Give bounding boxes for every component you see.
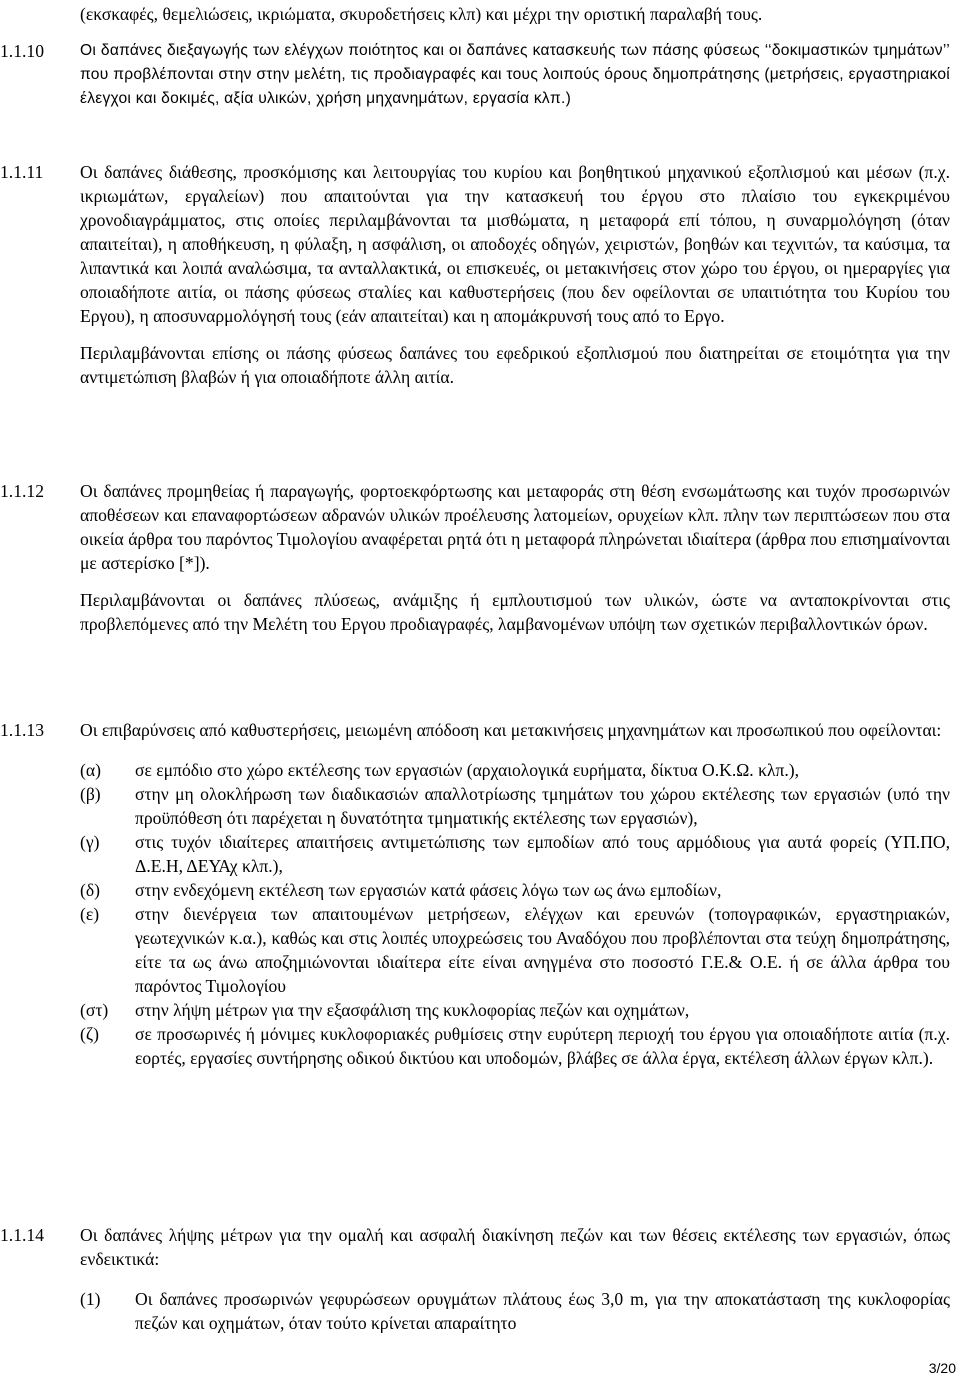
item-label: (στ) bbox=[80, 1000, 109, 1020]
section-number: 1.1.11 bbox=[0, 162, 44, 182]
section-1-1-14 bbox=[0, 1223, 950, 1335]
section-body bbox=[80, 39, 950, 111]
list-item bbox=[80, 758, 950, 782]
item-text: στην διενέργεια των απαιτουμένων μετρήσεων, ελέγχων και ερευνών (τοπογραφικών, εργαστηριακών, γεωτεχνικών κ.α.), καθώς και στις λοιπές υποχρεώσεις του Αναδόχου που προβλέπονται στα τεύχη δημοπράτησης, είτε τα ως άνω αποζημιώνονται ιδιαίτερα είτε είναι ανηγμένα στο ποσοστό Γ.Ε.& Ο.Ε. ή σε άλλα άρθρα του παρόντος Τιμολογίου bbox=[135, 904, 950, 996]
paragraph: Οι επιβαρύνσεις από καθυστερήσεις, μειωμένη απόδοση και μετακινήσεις μηχανημάτων και προσωπικού που οφείλονται: bbox=[80, 720, 942, 740]
list-item bbox=[80, 1022, 950, 1070]
list-item bbox=[80, 782, 950, 830]
item-list bbox=[80, 758, 950, 1070]
section-number: 1.1.12 bbox=[0, 481, 44, 501]
list-item bbox=[80, 998, 950, 1022]
item-label: (β) bbox=[80, 784, 101, 804]
paragraph: Οι δαπάνες λήψης μέτρων για την ομαλή και ασφαλή διακίνηση πεζών και των θέσεις εκτέλεσης των εργασιών, όπως ενδεικτικά: bbox=[80, 1225, 950, 1269]
list-item bbox=[80, 902, 950, 998]
item-text: στην λήψη μέτρων για την εξασφάλιση της κυκλοφορίας πεζών και οχημάτων, bbox=[135, 1000, 690, 1020]
section-number: 1.1.14 bbox=[0, 1225, 44, 1245]
section-body bbox=[80, 160, 950, 389]
section-1-1-13 bbox=[0, 718, 950, 1070]
item-text: στην ενδεχόμενη εκτέλεση των εργασιών κατά φάσεις λόγω των ως άνω εμποδίων, bbox=[135, 880, 722, 900]
list-item bbox=[80, 830, 950, 878]
item-label: (ε) bbox=[80, 904, 100, 924]
section-body bbox=[80, 479, 950, 636]
paragraph: Περιλαμβάνονται επίσης οι πάσης φύσεως δαπάνες του εφεδρικού εξοπλισμού που διατηρείται σε ετοιμότητα για την αντιμετώπιση βλαβών ή για οποιαδήποτε άλλη αιτία. bbox=[80, 343, 950, 387]
list-item bbox=[80, 1287, 950, 1335]
item-text: σε προσωρινές ή μόνιμες κυκλοφοριακές ρυθμίσεις στην ευρύτερη περιοχή του έργου για οποιαδήποτε αιτία (π.χ. εορτές, εργασίες συντήρησης οδικού δικτύου και υποδομών, βλάβες σε άλλα έργα, εκτέλεση άλλων έργων κλπ.). bbox=[135, 1024, 950, 1068]
section-body bbox=[80, 718, 950, 1070]
paragraph: Περιλαμβάνονται οι δαπάνες πλύσεως, ανάμιξης ή εμπλουτισμού των υλικών, ώστε να ανταποκρίνονται στις προβλεπόμενες από την Μελέτη του Εργου προδιαγραφές, λαμβανομένων υπόψη των σχετικών περιβαλλοντικών όρων. bbox=[80, 590, 950, 634]
section-number: 1.1.13 bbox=[0, 720, 44, 740]
section-1-1-11 bbox=[0, 160, 950, 389]
section-body bbox=[80, 1223, 950, 1335]
section-1-1-10 bbox=[0, 39, 950, 111]
section-number: 1.1.10 bbox=[0, 41, 44, 61]
item-label: (α) bbox=[80, 760, 101, 780]
continuation-text: (εκσκαφές, θεμελιώσεις, ικριώματα, σκυροδετήσεις κλπ) και μέχρι την οριστική παραλαβή τους. bbox=[80, 4, 763, 24]
item-text: Οι δαπάνες προσωρινών γεφυρώσεων ορυγμάτων πλάτους έως 3,0 m, για την αποκατάσταση της κυκλοφορίας πεζών και οχημάτων, όταν τούτο κρίνεται απαραίτητο bbox=[135, 1289, 950, 1333]
item-label: (ζ) bbox=[80, 1024, 100, 1044]
item-list bbox=[80, 1287, 950, 1335]
page-number: 3/20 bbox=[928, 1360, 956, 1376]
item-label: (1) bbox=[80, 1289, 101, 1309]
item-text: στην μη ολοκλήρωση των διαδικασιών απαλλοτρίωσης τμημάτων του χώρου εκτέλεσης των εργασιών (υπό την προϋπόθεση ότι παρέχεται η δυνατότητα τμηματικής εκτέλεσης των εργασιών), bbox=[135, 784, 950, 828]
paragraph: Οι δαπάνες διεξαγωγής των ελέγχων ποιότητος και οι δαπάνες κατασκευής των πάσης φύσεως ‘‘δοκιμαστικών τμημάτων’’ που προβλέπονται στην στην μελέτη, τις προδιαγραφές και τους λοιπούς όρους δημοπράτησης (μετρήσεις, εργαστηριακοί έλεγχοι και δοκιμές, αξία υλικών, χρήση μηχανημάτων, εργασία κλπ.) bbox=[80, 42, 950, 107]
section-1-1-12 bbox=[0, 479, 950, 636]
item-text: σε εμπόδιο στο χώρο εκτέλεσης των εργασιών (αρχαιολογικά ευρήματα, δίκτυα Ο.Κ.Ω. κλπ.), bbox=[135, 760, 800, 780]
item-label: (γ) bbox=[80, 832, 100, 852]
paragraph: Οι δαπάνες διάθεσης, προσκόμισης και λειτουργίας του κυρίου και βοηθητικού μηχανικού εξοπλισμού και μέσων (π.χ. ικριωμάτων, εργαλείων) που απαιτούνται για την κατασκευή του έργου στο πλαίσιο του εγκεκριμένου χρονοδιαγράμματος, στις οποίες περιλαμβάνονται τα μισθώματα, η μεταφορά επί τόπου, η συναρμολόγηση (όταν απαιτείται), η αποθήκευση, η φύλαξη, η ασφάλιση, οι αποδοχές οδηγών, χειριστών, βοηθών και τεχνιτών, τα καύσιμα, τα λιπαντικά και λοιπά αναλώσιμα, τα ανταλλακτικά, οι επισκευές, οι μετακινήσεις στον χώρο του έργου, οι ημεραργίες για οποιαδήποτε αιτία, οι πάσης φύσεως σταλίες και καθυστερήσεις (που δεν οφείλονται σε υπαιτιότητα του Κυρίου του Εργου), η αποσυναρμολόγησή τους (εάν απαιτείται) και η απομάκρυνσή τους από το Εργο. bbox=[80, 162, 950, 326]
item-label: (δ) bbox=[80, 880, 101, 900]
list-item bbox=[80, 878, 950, 902]
item-text: στις τυχόν ιδιαίτερες απαιτήσεις αντιμετώπισης των εμποδίων από τους αρμόδιους για αυτά φορείς (ΥΠ.ΠΟ, Δ.Ε.Η, ΔΕΥΑχ κλπ.), bbox=[135, 832, 950, 876]
paragraph: Οι δαπάνες προμηθείας ή παραγωγής, φορτοεκφόρτωσης και μεταφοράς στη θέση ενσωμάτωσης και τυχόν προσωρινών αποθέσεων και επαναφορτώσεων αδρανών υλικών προέλευσης λατομείων, ορυχείων κλπ. πλην των περιπτώσεων που στα οικεία άρθρα του παρόντος Τιμολογίου αναφέρεται ρητά ότι η μεταφορά πληρώνεται ιδιαίτερα (άρθρα που επισημαίνονται με αστερίσκο [*]). bbox=[80, 481, 950, 573]
